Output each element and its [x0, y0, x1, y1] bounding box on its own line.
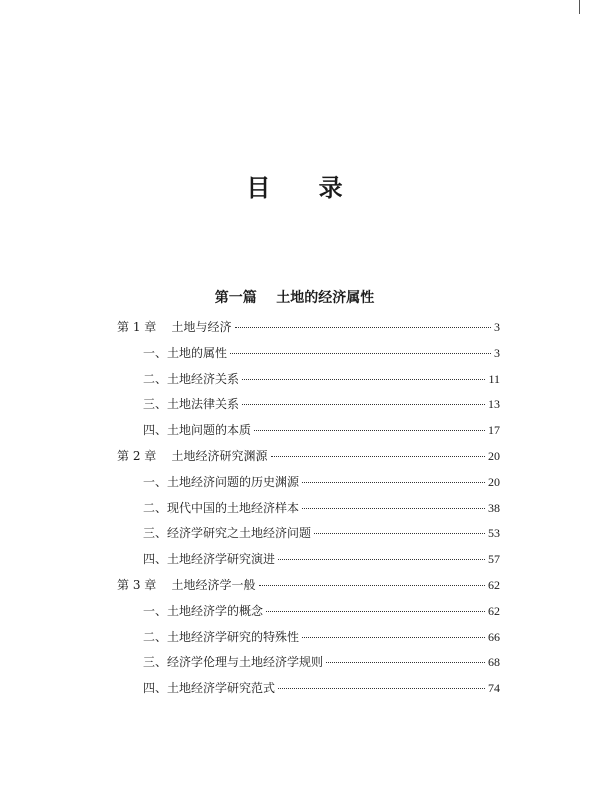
toc-entry-label: 一、土地经济学的概念	[143, 603, 264, 618]
dot-leader	[302, 637, 485, 638]
dot-leader	[278, 559, 485, 560]
toc-page-number: 3	[494, 320, 500, 334]
dot-leader	[242, 404, 485, 405]
dot-leader	[259, 585, 485, 586]
toc-page-number: 3	[494, 345, 500, 360]
toc-page-number: 57	[488, 552, 500, 567]
toc-entry-label: 一、土地的属性	[143, 345, 228, 360]
toc-entry-label: 第 1 章 土地与经济	[117, 320, 232, 334]
toc-section-entry[interactable]	[143, 370, 500, 388]
toc-section-entry[interactable]	[143, 550, 500, 568]
toc-section-entry[interactable]	[143, 524, 500, 542]
toc-section-entry[interactable]	[143, 602, 500, 620]
toc-section-entry[interactable]	[143, 421, 500, 439]
toc-section-entry[interactable]	[143, 679, 500, 697]
toc-entry-label: 三、土地法律关系	[143, 397, 240, 412]
toc-entry-label: 二、现代中国的土地经济样本	[143, 500, 300, 515]
toc-page-number: 53	[488, 526, 500, 541]
toc-page-number: 74	[488, 681, 500, 696]
toc-entry-label: 三、经济学研究之土地经济问题	[143, 526, 312, 541]
toc-page-number: 62	[488, 603, 500, 618]
toc-entry-label: 二、土地经济关系	[143, 371, 240, 386]
dot-leader	[271, 456, 485, 457]
toc-page-number: 68	[488, 655, 500, 670]
dot-leader	[235, 327, 491, 328]
dot-leader	[278, 688, 485, 689]
toc-page-number: 20	[488, 449, 500, 463]
toc-page-number: 17	[488, 423, 500, 438]
toc-entry-label: 二、土地经济学研究的特殊性	[143, 629, 300, 644]
toc-entry-label: 四、土地经济学研究范式	[143, 681, 276, 696]
toc-entry-label: 三、经济学伦理与土地经济学规则	[143, 655, 324, 670]
toc-page-number: 20	[488, 474, 500, 489]
toc-section-entry[interactable]	[143, 344, 500, 362]
dot-leader	[254, 430, 485, 431]
toc-chapter-entry[interactable]	[117, 576, 500, 594]
toc-section-entry[interactable]	[143, 473, 500, 491]
dot-leader	[326, 662, 485, 663]
toc-page-number: 62	[488, 578, 500, 592]
dot-leader	[302, 482, 485, 483]
page-title: 目 录	[246, 174, 363, 202]
toc-chapter-entry[interactable]	[117, 318, 500, 336]
toc-section-entry[interactable]	[143, 499, 500, 517]
toc-section-entry[interactable]	[143, 395, 500, 413]
toc-section-entry[interactable]	[143, 628, 500, 646]
toc-page-number: 38	[488, 500, 500, 515]
toc-chapter-entry[interactable]	[117, 447, 500, 465]
toc-page-number: 66	[488, 629, 500, 644]
dot-leader	[230, 353, 491, 354]
dot-leader	[266, 611, 485, 612]
toc-entry-label: 四、土地经济学研究演进	[143, 552, 276, 567]
toc-page-number: 13	[488, 397, 500, 412]
toc-page-number: 11	[488, 371, 500, 386]
dot-leader	[302, 508, 485, 509]
dot-leader	[242, 379, 485, 380]
toc-entry-label: 一、土地经济问题的历史渊源	[143, 474, 300, 489]
dot-leader	[314, 533, 485, 534]
part-title: 第一篇 土地的经济属性	[214, 290, 375, 306]
toc-entry-label: 第 3 章 土地经济学一般	[117, 578, 256, 592]
toc-entry-label: 四、土地问题的本质	[143, 423, 252, 438]
toc-entry-label: 第 2 章 土地经济研究渊源	[117, 449, 268, 463]
crop-mark	[579, 0, 580, 14]
toc-section-entry[interactable]	[143, 653, 500, 671]
